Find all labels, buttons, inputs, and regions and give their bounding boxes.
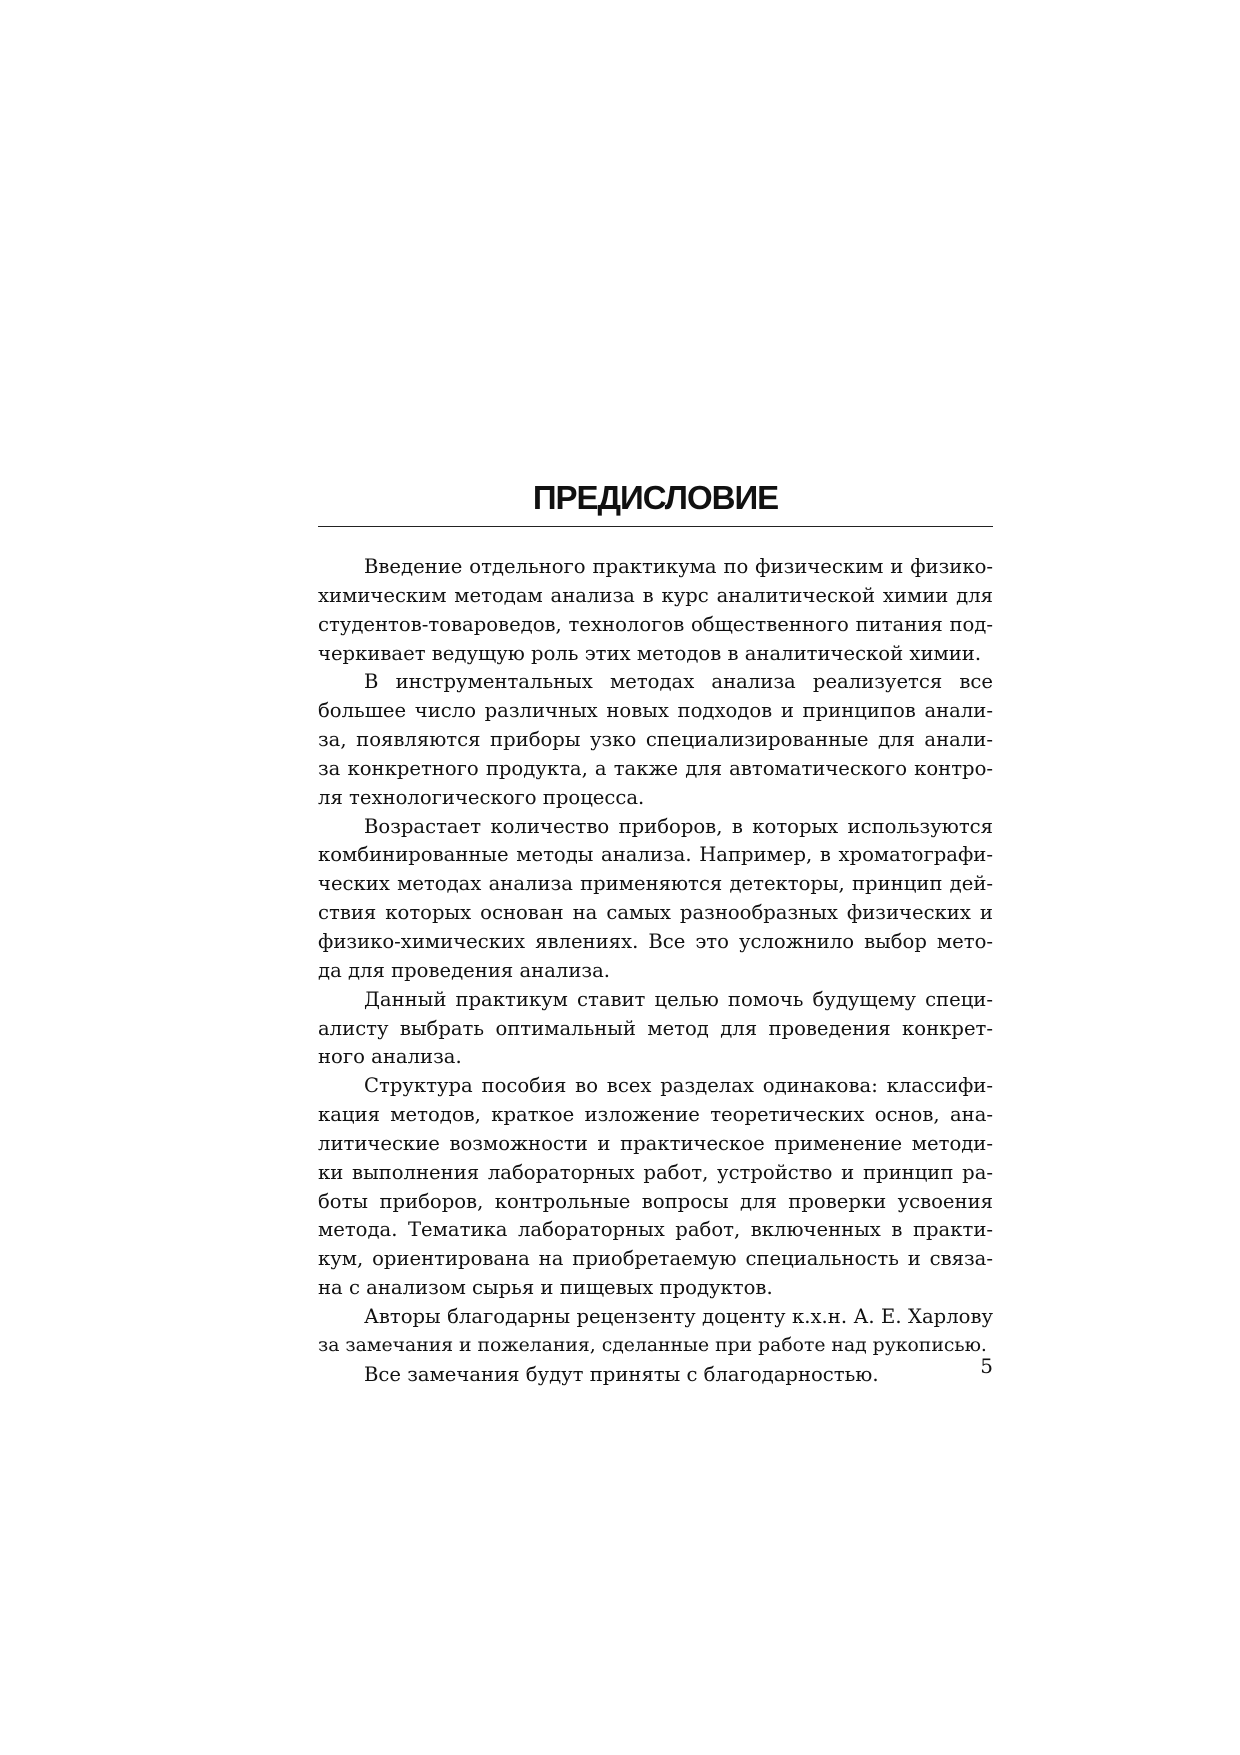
text-line: да для проведения анализа. xyxy=(318,958,610,982)
text-line: ствия которых основан на самых разнообразных физических и xyxy=(318,901,993,925)
text-line: за конкретного продукта, а также для автоматического контро- xyxy=(318,756,993,780)
text-line: кум, ориентирована на приобретаемую специальность и связа- xyxy=(318,1247,993,1271)
text-line: большее число различных новых подходов и принципов анали- xyxy=(318,699,993,723)
text-line: ного анализа. xyxy=(318,1045,462,1069)
title-underline xyxy=(318,526,993,527)
text-line: Введение отдельного практикума по физическим и физико- xyxy=(364,555,993,578)
text-line: литические возможности и практическое применение методи- xyxy=(318,1131,993,1155)
text-line: за, появляются приборы узко специализированные для анали- xyxy=(318,728,993,752)
text-line: алисту выбрать оптимальный метод для проведения конкрет- xyxy=(318,1016,993,1040)
text-line: ля технологического процесса. xyxy=(318,785,645,809)
text-line: кация методов, краткое изложение теоретических основ, ана- xyxy=(318,1103,993,1127)
text-line: метода. Тематика лабораторных работ, включенных в практи- xyxy=(318,1218,993,1242)
text-line: за замечания и пожелания, сделанные при работе над рукописью. xyxy=(318,1334,987,1356)
text-line: Авторы благодарны рецензенту доценту к.х.н. А. Е. Харлову xyxy=(364,1304,993,1328)
paragraph xyxy=(318,668,993,812)
paragraph xyxy=(318,553,993,668)
text-line: Все замечания будут приняты с благодарностью. xyxy=(364,1362,879,1386)
page-title: ПРЕДИСЛОВИЕ xyxy=(532,479,779,516)
paragraph xyxy=(318,813,993,986)
text-line: химическим методам анализа в курс аналитической химии для xyxy=(318,583,993,607)
text-line: ческих методах анализа применяются детекторы, принцип дей- xyxy=(318,872,993,896)
paragraph xyxy=(318,1361,993,1390)
heading-block xyxy=(318,478,993,527)
text-line: Данный практикум ставит целью помочь будущему специ- xyxy=(364,987,993,1011)
paragraph xyxy=(318,1072,993,1303)
text-line: физико-химических явлениях. Все это усложнило выбор мето- xyxy=(318,929,993,953)
preface-body xyxy=(318,553,993,1389)
text-line: черкивает ведущую роль этих методов в аналитической химии. xyxy=(318,641,982,665)
text-line: В инструментальных методах анализа реализуется все xyxy=(364,670,993,694)
text-line: боты приборов, контрольные вопросы для проверки усвоения xyxy=(318,1189,993,1213)
text-line: Структура пособия во всех разделах одинакова: классифи- xyxy=(364,1074,993,1098)
text-line: студентов-товароведов, технологов общественного питания под- xyxy=(318,612,993,636)
page-number: 5 xyxy=(980,1354,993,1378)
text-line: Возрастает количество приборов, в которых используются xyxy=(364,814,993,838)
text-line: на с анализом сырья и пищевых продуктов. xyxy=(318,1276,773,1300)
paragraph xyxy=(318,1303,993,1361)
text-line: ки выполнения лабораторных работ, устройство и принцип ра- xyxy=(318,1160,993,1184)
paragraph xyxy=(318,986,993,1073)
text-line: комбинированные методы анализа. Например, в хроматографи- xyxy=(318,843,993,867)
